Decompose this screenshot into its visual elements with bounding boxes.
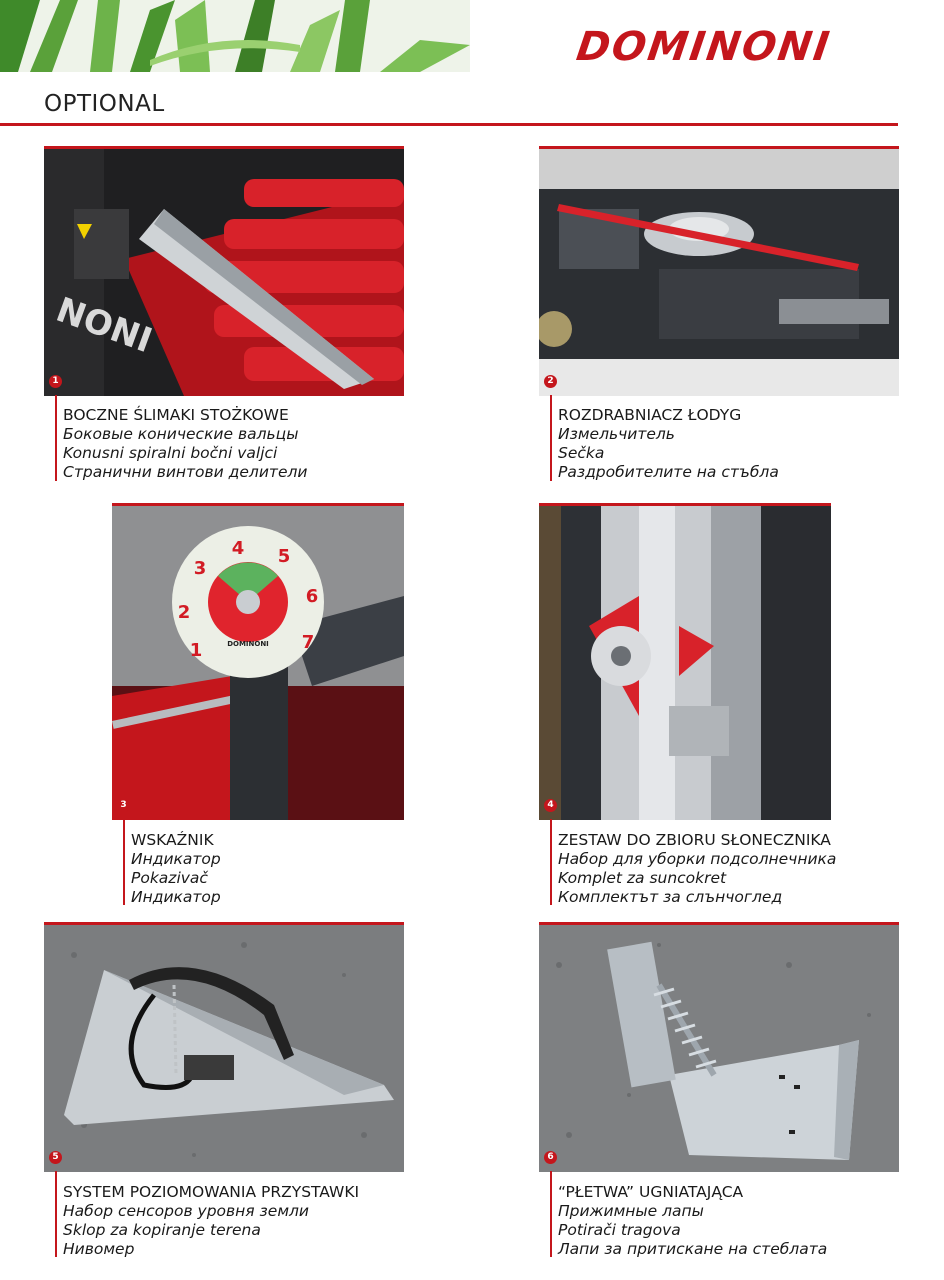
corn-leaves-image — [0, 0, 470, 72]
sunflower-kit-photo — [539, 503, 831, 820]
item-translation-ru: Измельчитель — [558, 425, 675, 443]
caption-accent-line — [550, 1171, 552, 1257]
item-translation-hr: Potirači tragova — [558, 1221, 681, 1239]
title-divider — [0, 123, 898, 126]
logo-text: DOMINONI — [573, 24, 834, 66]
item-title: BOCZNE ŚLIMAKI STOŻKOWE — [63, 406, 289, 424]
item-translation-ru: Боковые конические вальцы — [63, 425, 299, 443]
item-translation-bg: Нивомер — [63, 1240, 135, 1258]
dial-number-5: 5 — [277, 546, 291, 567]
item-number-badge: 2 — [544, 375, 557, 388]
stalk-chopper-photo — [539, 146, 899, 396]
caption-accent-line — [123, 819, 125, 905]
indicator-photo — [112, 503, 404, 820]
item-translation-hr: Komplet za suncokret — [558, 869, 727, 887]
item-title: WSKAŹNIK — [131, 831, 214, 849]
item-translation-hr: Sklop za kopiranje terena — [63, 1221, 261, 1239]
item-translation-hr: Konusni spiralni bočni valjci — [63, 444, 278, 462]
item-translation-bg: Раздробителите на стъбла — [558, 463, 779, 481]
item-translation-hr: Sečka — [558, 444, 605, 462]
item-translation-hr: Pokazivač — [131, 869, 208, 887]
item-number-badge: 6 — [544, 1151, 557, 1164]
item-translation-ru: Набор сенсоров уровня земли — [63, 1202, 310, 1220]
caption-accent-line — [55, 1171, 57, 1257]
caption-accent-line — [550, 395, 552, 481]
caption-accent-line — [55, 395, 57, 481]
dial-number-4: 4 — [231, 538, 245, 559]
item-number-badge: 3 — [117, 799, 130, 812]
item-translation-bg: Странични винтови делители — [63, 463, 308, 481]
dial-number-3: 3 — [193, 558, 207, 579]
dial-number-6: 6 — [305, 586, 319, 607]
levelling-system-photo — [44, 922, 404, 1172]
item-title: “PŁETWA” UGNIATAJĄCA — [558, 1183, 744, 1201]
item-number-badge: 4 — [544, 799, 557, 812]
item-translation-ru: Индикатор — [131, 850, 221, 868]
pressing-fin-photo — [539, 922, 899, 1172]
dial-number-7: 7 — [301, 632, 315, 653]
dial-number-1: 1 — [189, 640, 203, 661]
side-augers-photo — [44, 146, 404, 396]
item-number-badge: 1 — [49, 375, 62, 388]
section-title: OPTIONAL — [44, 91, 165, 117]
dial-number-2: 2 — [177, 602, 191, 623]
dominoni-logo — [540, 24, 874, 66]
item-translation-ru: Прижимные лапы — [558, 1202, 704, 1220]
item-translation-bg: Лапи за притискане на стеблата — [558, 1240, 828, 1258]
item-translation-bg: Комплектът за слънчоглед — [558, 888, 783, 906]
dial-brand: DOMINONI — [227, 640, 269, 648]
item-title: ZESTAW DO ZBIORU SŁONECZNIKA — [558, 831, 831, 849]
item-title: SYSTEM POZIOMOWANIA PRZYSTAWKI — [63, 1183, 360, 1201]
svg-text:NONI: NONI — [50, 289, 158, 362]
item-title: ROZDRABNIACZ ŁODYG — [558, 406, 742, 424]
item-number-badge: 5 — [49, 1151, 62, 1164]
item-translation-bg: Индикатор — [131, 888, 221, 906]
header-corn-photo — [0, 0, 470, 72]
item-translation-ru: Набор для уборки подсолнечника — [558, 850, 837, 868]
caption-accent-line — [550, 819, 552, 905]
